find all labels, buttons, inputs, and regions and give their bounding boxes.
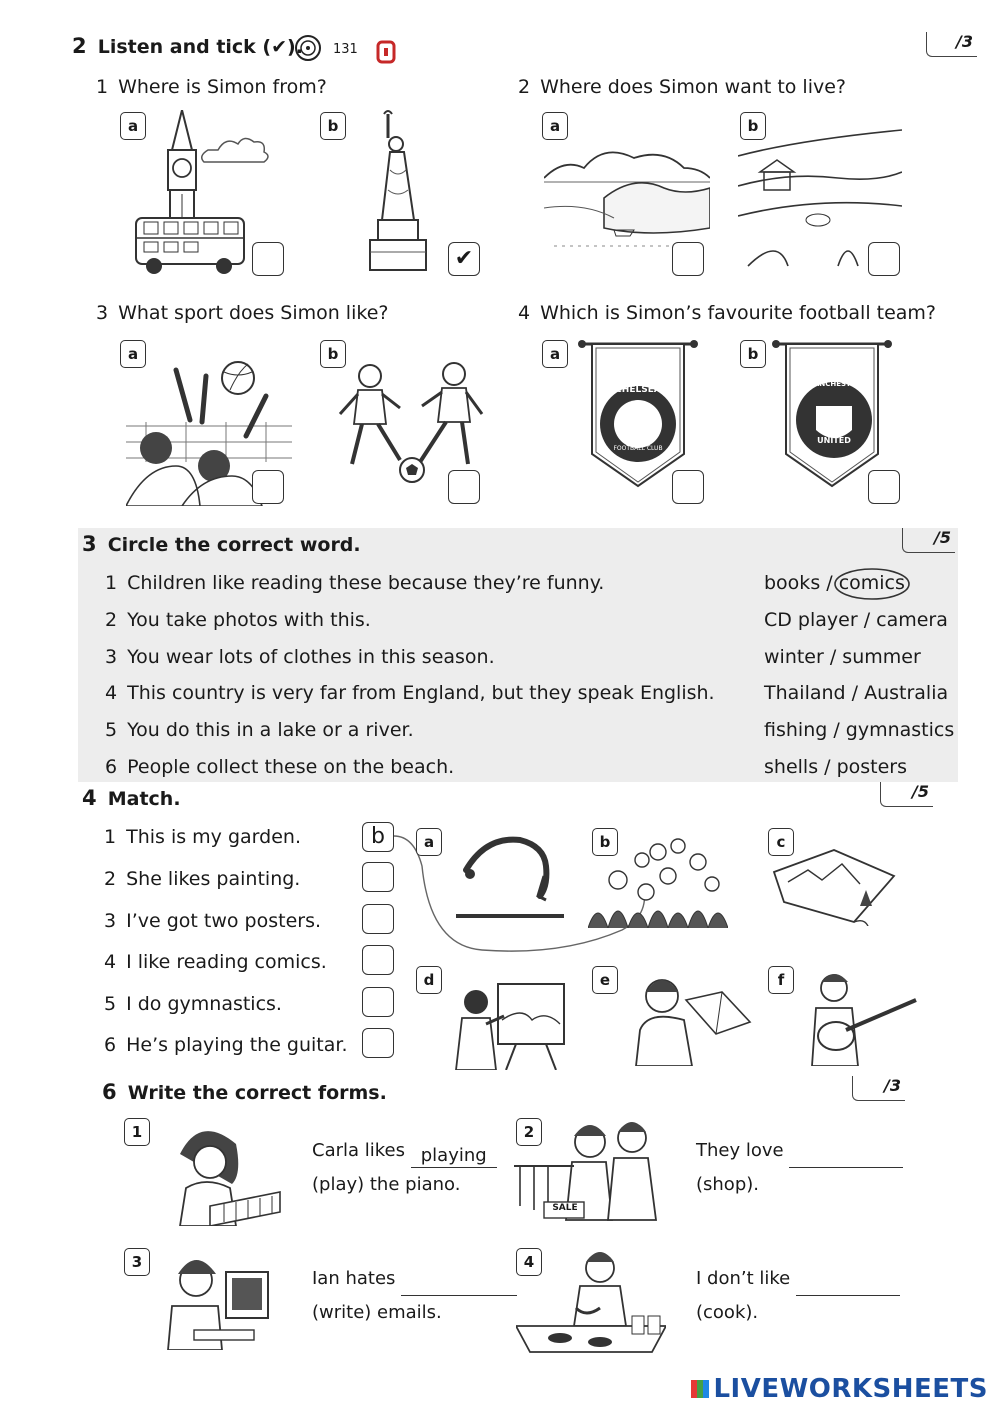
match-answer-box-1[interactable]: b xyxy=(362,822,394,852)
circle-item-2: 2 You take photos with this. xyxy=(105,609,371,631)
circle-options-6[interactable]: shells / posters xyxy=(764,756,908,778)
match-answer-box-4[interactable] xyxy=(362,945,394,975)
girl-reading-comics-image xyxy=(626,970,756,1066)
write-blank-2[interactable] xyxy=(789,1145,903,1168)
pennant-a-sub: FOOTBALL CLUB xyxy=(613,445,663,452)
section4-heading xyxy=(82,786,181,810)
picture-label: d xyxy=(416,966,442,994)
circle-options-4[interactable]: Thailand / Australia xyxy=(764,682,949,704)
option-label: a xyxy=(120,340,146,368)
circle-item-3: 3 You wear lots of clothes in this season. xyxy=(105,646,495,668)
option-label: b xyxy=(320,340,346,368)
circle-item-5: 5 You do this in a lake or a river. xyxy=(105,719,414,741)
boy-guitar-image xyxy=(806,968,922,1066)
section3-heading xyxy=(82,532,361,556)
question-3: 3 What sport does Simon like? xyxy=(96,302,389,324)
write-blank-1[interactable]: playing xyxy=(411,1145,497,1168)
section3-score: /5 xyxy=(902,528,955,553)
match-item-6: 6 He’s playing the guitar. xyxy=(104,1034,348,1056)
option-label: a xyxy=(542,112,568,140)
match-answer-box-2[interactable] xyxy=(362,862,394,892)
picture-label: a xyxy=(416,828,442,856)
circle-options-2[interactable]: CD player / camera xyxy=(764,609,948,631)
posters-image xyxy=(768,842,902,926)
match-item-5: 5 I do gymnastics. xyxy=(104,993,282,1015)
match-answer-box-5[interactable] xyxy=(362,987,394,1017)
girls-shopping-image xyxy=(514,1116,664,1226)
girl-piano-image xyxy=(170,1124,282,1226)
section3-title: Circle the correct word. xyxy=(107,534,361,556)
match-item-4: 4 I like reading comics. xyxy=(104,951,327,973)
picture-label: c xyxy=(768,828,794,856)
section3-number: 3 xyxy=(82,532,97,556)
circle-item-4: 4 This country is very far from England, but they speak English. xyxy=(105,682,715,704)
option-label: b xyxy=(320,112,346,140)
gymnastics-rings-image xyxy=(448,830,568,922)
pennant-b-sub: UNITED xyxy=(817,436,851,445)
tick-box-q2-b[interactable] xyxy=(868,242,900,276)
section6-score: /3 xyxy=(852,1076,905,1101)
section6-title: Write the correct forms. xyxy=(127,1082,387,1104)
liveworksheets-logo[interactable]: LIVEWORKSHEETS xyxy=(691,1374,988,1404)
item-number: 3 xyxy=(124,1248,150,1276)
item-number: 2 xyxy=(516,1118,542,1146)
pennant-b-name: MANCHESTER xyxy=(806,380,861,388)
logo-icon xyxy=(691,1380,709,1398)
circle-item-1: 1 Children like reading these because they’re funny. xyxy=(105,572,605,594)
option-label: a xyxy=(120,112,146,140)
tick-box-q4-b[interactable] xyxy=(868,470,900,504)
question-2: 2 Where does Simon want to live? xyxy=(518,76,847,98)
section2-title: Listen and tick (✔). xyxy=(97,36,303,58)
picture-label: e xyxy=(592,966,618,994)
match-item-3: 3 I’ve got two posters. xyxy=(104,910,322,932)
circle-options-1[interactable]: books / comics xyxy=(764,572,905,594)
section6-heading xyxy=(102,1080,387,1104)
write-item-3: Ian hates (write) emails. xyxy=(312,1262,517,1330)
section4-number: 4 xyxy=(82,786,97,810)
statue-of-liberty-image xyxy=(360,110,440,275)
tick-box-q3-b[interactable] xyxy=(448,470,480,504)
option-label: b xyxy=(740,340,766,368)
section6-number: 6 xyxy=(102,1080,117,1104)
track-number: 131 xyxy=(333,42,358,57)
section2-heading xyxy=(72,34,303,58)
picture-label: f xyxy=(768,966,794,994)
circle-item-6: 6 People collect these on the beach. xyxy=(105,756,455,778)
item-number: 4 xyxy=(516,1248,542,1276)
section2-score: /3 xyxy=(926,32,977,57)
match-item-1: 1 This is my garden. xyxy=(104,826,301,848)
question-1: 1 Where is Simon from? xyxy=(96,76,327,98)
match-answer-box-6[interactable] xyxy=(362,1028,394,1058)
beach-coast-image xyxy=(544,138,710,258)
write-blank-3[interactable] xyxy=(401,1273,517,1296)
question-4: 4 Which is Simon’s favourite football team? xyxy=(518,302,937,324)
circle-options-3[interactable]: winter / summer xyxy=(764,646,921,668)
tick-box-q4-a[interactable] xyxy=(672,470,704,504)
circle-options-5[interactable]: fishing / gymnastics xyxy=(764,719,955,741)
girl-cooking-image xyxy=(516,1246,666,1356)
match-item-2: 2 She likes painting. xyxy=(104,868,301,890)
item-number: 1 xyxy=(124,1118,150,1146)
write-item-4: I don’t like (cook). xyxy=(696,1262,900,1330)
girl-painting-image xyxy=(446,970,576,1070)
answer-circle-mark xyxy=(832,564,912,604)
tick-box-q1-b[interactable]: ✔ xyxy=(448,242,480,276)
option-label: b xyxy=(740,112,766,140)
boy-computer-image xyxy=(164,1250,274,1350)
picture-label: b xyxy=(592,828,618,856)
tick-box-q1-a[interactable] xyxy=(252,242,284,276)
write-item-2: They love (shop). xyxy=(696,1134,903,1202)
sale-sign: SALE xyxy=(552,1203,578,1213)
section2-number: 2 xyxy=(72,34,87,58)
match-answer-box-3[interactable] xyxy=(362,904,394,934)
write-blank-4[interactable] xyxy=(796,1273,900,1296)
tick-box-q2-a[interactable] xyxy=(672,242,704,276)
option-label: a xyxy=(542,340,568,368)
section4-title: Match. xyxy=(107,788,181,810)
write-item-1: Carla likes playing (play) the piano. xyxy=(312,1134,497,1202)
pennant-a-name: CHELSEA xyxy=(615,385,661,395)
audio-track-icon[interactable] xyxy=(376,40,396,64)
cd-icon xyxy=(294,34,322,62)
garden-flowers-image xyxy=(588,832,728,928)
tick-box-q3-a[interactable] xyxy=(252,470,284,504)
section4-score: /5 xyxy=(880,782,933,807)
